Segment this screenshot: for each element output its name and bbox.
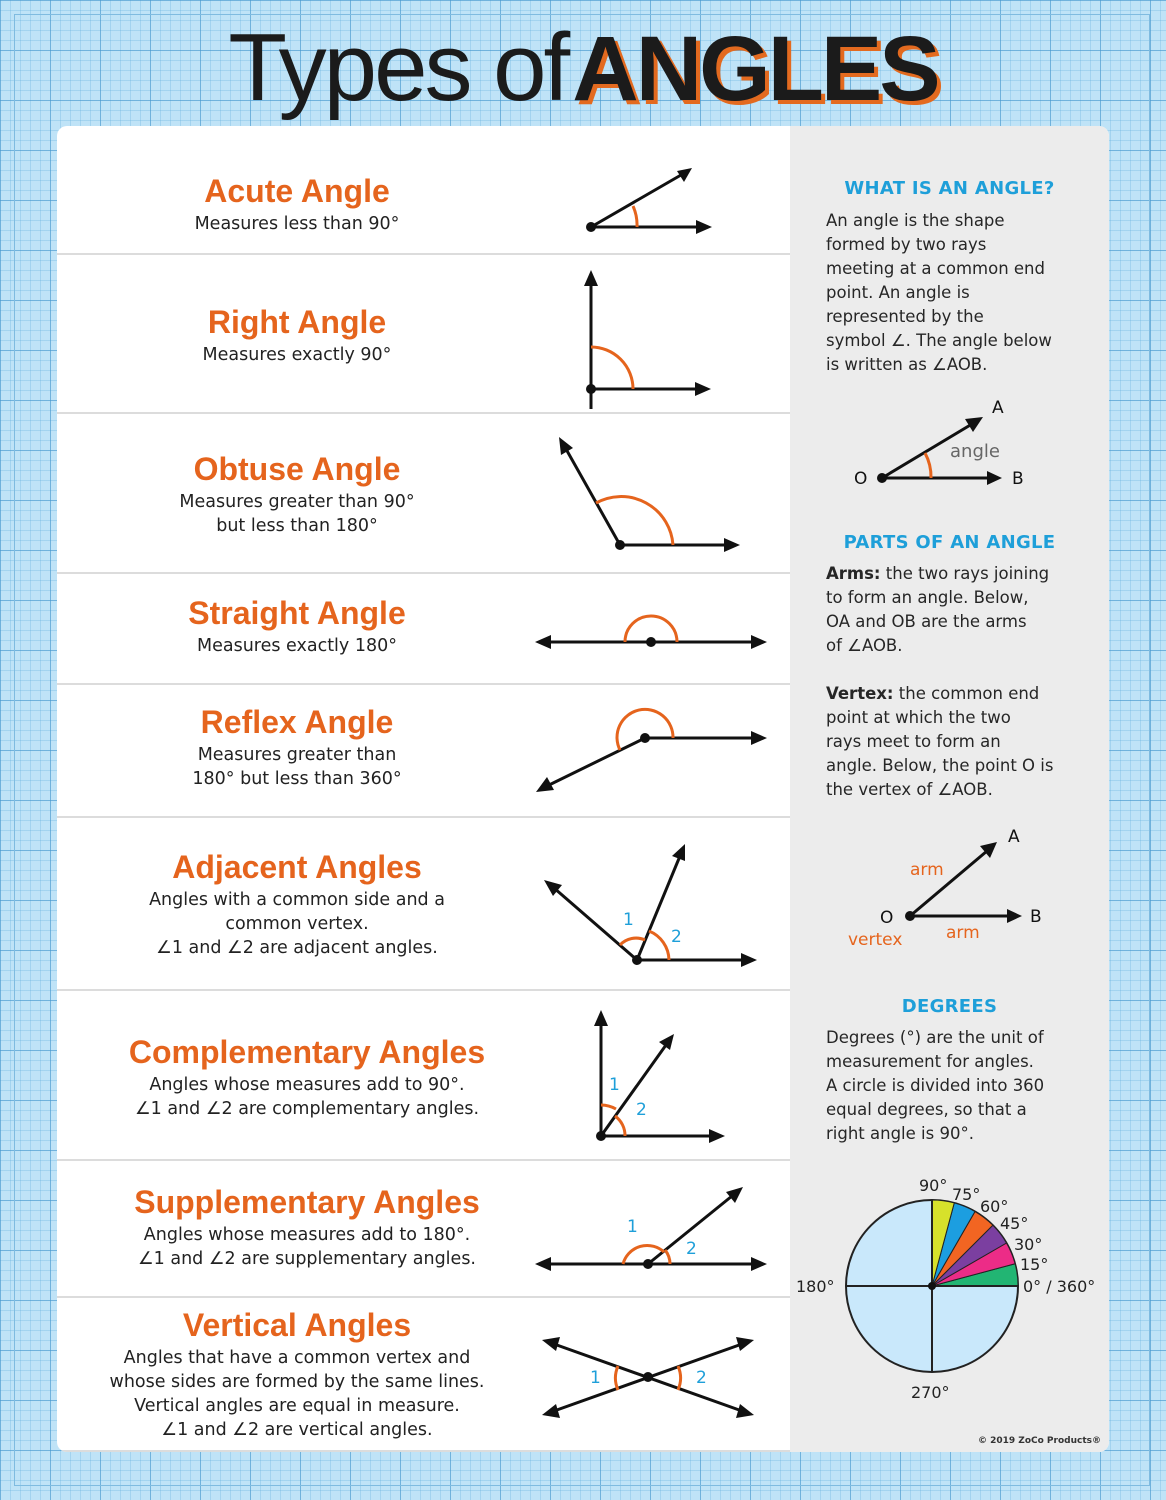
acute-angle-diagram <box>557 144 737 254</box>
complementary-angles-row <box>57 991 790 1161</box>
supplementary-angles-row <box>57 1161 790 1298</box>
what-is-angle-text: An angle is the shape formed by two rays meeting at a common end point. An angle is represented by the symbol ∠. The angle below is written as ∠AOB. <box>826 211 1052 374</box>
complementary-angles-desc: Angles whose measures add to 90°. ∠1 and ∠2 are complementary angles. <box>134 1075 480 1120</box>
complementary-label-1: 1 <box>609 1075 620 1095</box>
acute-angle-title: Acute Angle <box>204 173 390 209</box>
fig2-label-a: A <box>1008 827 1020 847</box>
supplementary-angles-diagram <box>532 1165 772 1295</box>
right-angle-title: Right Angle <box>207 304 387 340</box>
what-is-angle-heading: WHAT IS AN ANGLE? <box>844 178 1055 199</box>
deg-label-60: 60° <box>980 1197 1009 1216</box>
copyright: © 2019 ZoCo Products® <box>977 1436 1101 1446</box>
obtuse-angle-diagram <box>547 424 767 574</box>
deg-label-45: 45° <box>1000 1214 1029 1233</box>
deg-label-75: 75° <box>952 1185 981 1204</box>
right-angle-row <box>57 255 790 414</box>
reflex-angle-title: Reflex Angle <box>200 704 394 740</box>
title-angles: ANGLES <box>572 18 938 120</box>
straight-angle-diagram <box>532 586 772 676</box>
deg-label-30: 30° <box>1014 1235 1043 1254</box>
vertical-angles-diagram <box>532 1300 772 1450</box>
right-angle-desc: Measures exactly 90° <box>202 345 392 366</box>
complementary-angles-title: Complementary Angles <box>128 1034 486 1070</box>
fig2-label-vertex: vertex <box>848 930 903 950</box>
fig2-label-b: B <box>1030 907 1042 927</box>
deg-label-0-360: 0° / 360° <box>1023 1277 1096 1296</box>
adjacent-label-1: 1 <box>623 910 634 930</box>
adjacent-angles-desc: Angles with a common side and a common vertex. ∠1 and ∠2 are adjacent angles. <box>149 890 445 959</box>
fig2-label-arm-ob: arm <box>946 923 980 943</box>
vertical-angles-title: Vertical Angles <box>182 1307 412 1343</box>
straight-angle-row <box>57 574 790 685</box>
fig1-label-o: O <box>854 469 868 489</box>
poster-title <box>0 14 1166 121</box>
fig1-label-angle: angle <box>950 441 1000 462</box>
vertical-label-1: 1 <box>590 1368 601 1388</box>
acute-angle-desc: Measures less than 90° <box>194 214 400 235</box>
supplementary-label-2: 2 <box>686 1239 697 1259</box>
obtuse-angle-desc: Measures greater than 90° but less than 180° <box>179 492 415 537</box>
adjacent-angles-row <box>57 818 790 991</box>
acute-angle-row <box>57 126 790 255</box>
deg-label-15: 15° <box>1020 1255 1049 1274</box>
adjacent-label-2: 2 <box>671 927 682 947</box>
reflex-angle-desc: Measures greater than 180° but less than 360° <box>192 745 402 790</box>
fig2-label-o: O <box>880 908 894 928</box>
reflex-angle-diagram <box>532 691 772 811</box>
arms-text: Arms: the two rays joining to form an angle. Below, OA and OB are the arms of ∠AOB. <box>826 564 1050 655</box>
reflex-angle-row <box>57 685 790 818</box>
parts-of-angle-heading: PARTS OF AN ANGLE <box>843 532 1056 553</box>
vertical-label-2: 2 <box>696 1368 707 1388</box>
deg-label-270: 270° <box>911 1383 950 1402</box>
degrees-heading: DEGREES <box>901 996 998 1017</box>
straight-angle-desc: Measures exactly 180° <box>196 636 397 657</box>
parts-angle-figure <box>830 820 1090 950</box>
degree-circle-figure <box>790 1170 1109 1410</box>
vertical-angles-row <box>57 1298 790 1452</box>
info-sidebar <box>790 126 1109 1452</box>
fig1-label-b: B <box>1012 469 1024 489</box>
title-types-of: Types of <box>228 14 568 121</box>
obtuse-angle-title: Obtuse Angle <box>193 451 401 487</box>
supplementary-label-1: 1 <box>627 1217 638 1237</box>
deg-label-90: 90° <box>919 1176 948 1195</box>
fig2-label-arm-oa: arm <box>910 860 944 880</box>
aob-angle-figure <box>830 384 1090 494</box>
supplementary-angles-desc: Angles whose measures add to 180°. ∠1 and ∠2 are supplementary angles. <box>137 1225 476 1270</box>
vertex-text: Vertex: the common end point at which the two rays meet to form an angle. Below, the point O is the vertex of ∠AOB. <box>826 684 1054 799</box>
adjacent-angles-title: Adjacent Angles <box>172 849 422 885</box>
degrees-text: Degrees (°) are the unit of measurement for angles. A circle is divided into 360 equal degrees, so that a right angle is 90°. <box>826 1028 1045 1143</box>
deg-label-180: 180° <box>796 1277 835 1296</box>
vertical-angles-desc: Angles that have a common vertex and whose sides are formed by the same lines. Vertical angles are equal in measure. ∠1 and ∠2 are vertical angles. <box>109 1348 485 1441</box>
supplementary-angles-title: Supplementary Angles <box>134 1184 480 1220</box>
obtuse-angle-row <box>57 414 790 574</box>
content-panel <box>57 126 1109 1452</box>
complementary-angles-diagram <box>557 997 757 1157</box>
fig1-label-a: A <box>992 398 1004 418</box>
straight-angle-title: Straight Angle <box>188 595 406 631</box>
right-angle-diagram <box>557 261 737 411</box>
complementary-label-2: 2 <box>636 1100 647 1120</box>
adjacent-angles-diagram <box>532 820 772 990</box>
